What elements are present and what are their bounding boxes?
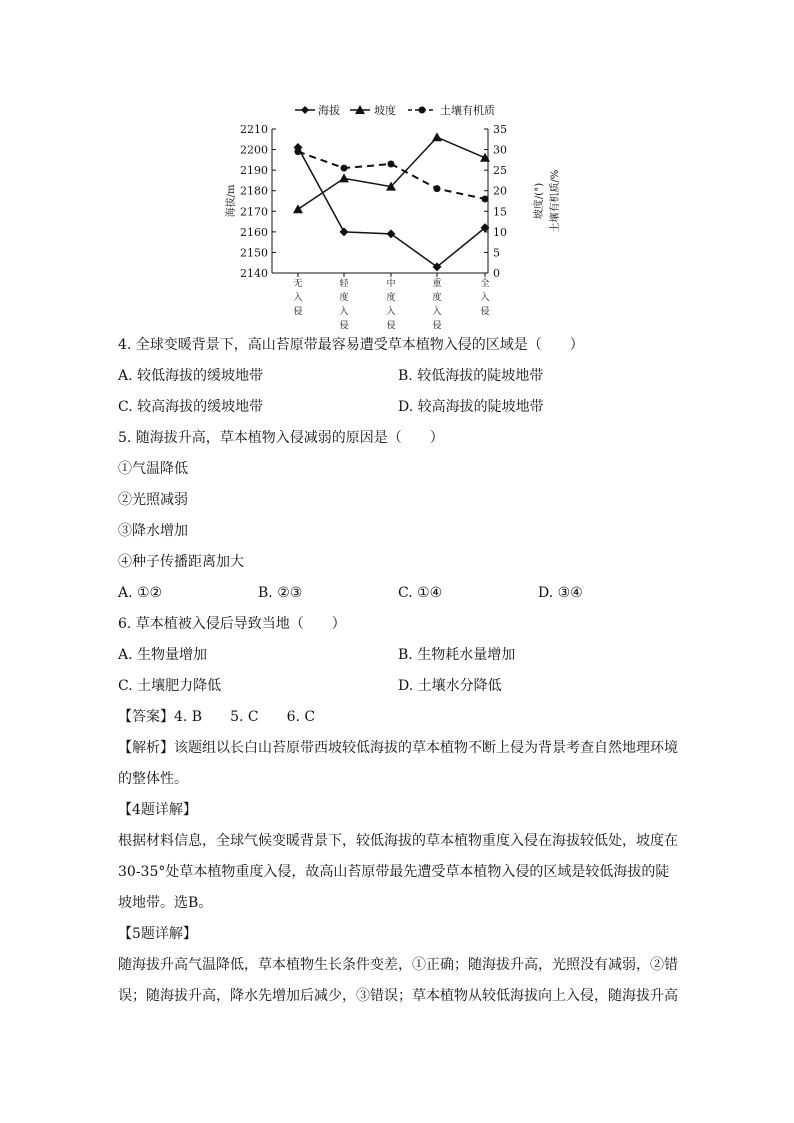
q4-options-row-2 xyxy=(118,392,678,423)
diamond-marker-icon xyxy=(301,106,309,114)
answer-line: 【答案】4. B 5. C 6. C xyxy=(118,709,316,725)
question-document xyxy=(118,330,678,1012)
left-tick-label: 2140 xyxy=(240,267,268,280)
x-tick-label-char: 轻 xyxy=(339,279,349,289)
detail-5-paragraph: 随海拔升高气温降低，草本植物生长条件变差，①正确；随海拔升高，光照没有减弱，②错误；随海拔升高，降水先增加后减少，③错误；草本植物从较低海拔向上入侵，随海拔升高 xyxy=(118,957,678,1004)
organic-matter-point xyxy=(341,165,348,172)
detail-4-paragraph: 根据材料信息，全球气候变暖背景下，较低海拔的草本植物重度入侵在海拔较低处，坡度在30-35°处草本植物重度入侵，故高山苔原带最先遭受草本植物入侵的区域是较低海拔的陡坡地带。选B。 xyxy=(118,833,678,911)
right-tick-label: 30 xyxy=(493,143,507,157)
slope-point xyxy=(432,132,442,141)
organic-matter-point xyxy=(482,195,489,202)
q6-options-row-1 xyxy=(118,640,678,671)
q4-options-row-1 xyxy=(118,361,678,392)
legend-label-slope: 坡度 xyxy=(374,104,396,117)
right-tick-label: 15 xyxy=(493,205,507,219)
q5-options-row xyxy=(118,578,678,609)
right-tick-label: 0 xyxy=(493,267,500,280)
left-tick-label: 2210 xyxy=(240,123,268,136)
x-tick-label-char: 度 xyxy=(339,293,349,303)
x-tick-label-char: 侵 xyxy=(339,321,349,331)
right-axis-title-organic-matter: 土壤有机质/% xyxy=(550,169,561,233)
x-tick-label-char: 侵 xyxy=(480,307,490,317)
x-tick-label-char: 无 xyxy=(293,279,303,289)
series-line-2 xyxy=(298,152,485,199)
q5-item-3: ③降水增加 xyxy=(118,523,188,539)
q6-option-c[interactable]: C. 土壤肥力降低 xyxy=(118,678,222,694)
legend-label-organic-matter: 土壤有机质 xyxy=(440,104,495,117)
organic-matter-point xyxy=(388,160,395,167)
x-tick-label-char: 侵 xyxy=(386,321,396,331)
x-tick-label-char: 入 xyxy=(480,293,490,303)
left-tick-label: 2180 xyxy=(240,184,268,198)
x-tick-label-char: 入 xyxy=(386,307,396,317)
q6-option-a[interactable]: A. 生物量增加 xyxy=(118,647,208,663)
left-axis-title: 海拔/m xyxy=(226,184,237,218)
q5-item-4: ④种子传播距离加大 xyxy=(118,554,244,570)
slope-point xyxy=(293,204,303,213)
right-tick-label: 35 xyxy=(493,123,507,136)
q4-option-a[interactable]: A. 较低海拔的缓坡地带 xyxy=(118,368,264,384)
right-axis-title-slope: 坡度/(°) xyxy=(534,182,545,220)
q6-option-b[interactable]: B. 生物耗水量增加 xyxy=(398,647,516,663)
q4-stem: 4. 全球变暖背景下，高山苔原带最容易遭受草本植物入侵的区域是（ ） xyxy=(118,337,584,353)
x-tick-label-char: 入 xyxy=(293,293,303,303)
x-tick-label-char: 入 xyxy=(339,307,349,317)
left-tick-label: 2160 xyxy=(240,225,268,239)
chart-legend xyxy=(295,103,495,117)
q5-item-1: ①气温降低 xyxy=(118,461,188,477)
q4-option-d[interactable]: D. 较高海拔的陡坡地带 xyxy=(398,399,544,415)
legend-label-altitude: 海拔 xyxy=(318,104,340,117)
q6-options-row-2 xyxy=(118,671,678,702)
left-tick-label: 2200 xyxy=(240,143,268,157)
q5-option-b[interactable]: B. ②③ xyxy=(258,585,303,601)
x-tick-label-char: 重 xyxy=(432,279,442,289)
q6-stem: 6. 草本植被入侵后导致当地（ ） xyxy=(118,616,346,632)
slope-point xyxy=(339,173,349,182)
detail-4-heading: 【4题详解】 xyxy=(118,802,197,818)
x-tick-label-char: 度 xyxy=(432,293,442,303)
x-tick-label-char: 度 xyxy=(386,293,396,303)
q5-option-c[interactable]: C. ①④ xyxy=(398,585,443,601)
x-tick-label-char: 侵 xyxy=(432,321,442,331)
altitude-point xyxy=(340,227,349,236)
circle-marker-icon xyxy=(419,107,426,114)
q5-option-a[interactable]: A. ①② xyxy=(118,585,163,601)
x-tick-label-char: 中 xyxy=(386,279,396,289)
q5-option-d[interactable]: D. ③④ xyxy=(538,585,583,601)
q5-stem: 5. 随海拔升高，草本植物入侵减弱的原因是（ ） xyxy=(118,430,444,446)
right-tick-label: 5 xyxy=(493,246,500,260)
right-tick-label: 25 xyxy=(493,164,507,178)
left-tick-label: 2170 xyxy=(240,205,268,219)
x-tick-label-char: 全 xyxy=(480,279,490,289)
analysis-paragraph: 【解析】该题组以长白山苔原带西坡较低海拔的草本植物不断上侵为背景考查自然地理环境的整体性。 xyxy=(118,740,678,787)
x-tick-label-char: 侵 xyxy=(293,307,303,317)
left-tick-label: 2190 xyxy=(240,164,268,178)
q5-item-2: ②光照减弱 xyxy=(118,492,188,508)
detail-5-heading: 【5题详解】 xyxy=(118,926,197,942)
x-tick-label-char: 入 xyxy=(432,307,442,317)
organic-matter-point xyxy=(434,185,441,192)
organic-matter-point xyxy=(295,148,302,155)
left-tick-label: 2150 xyxy=(240,246,268,260)
right-tick-label: 20 xyxy=(493,184,507,198)
q4-option-c[interactable]: C. 较高海拔的缓坡地带 xyxy=(118,399,264,415)
right-tick-label: 10 xyxy=(493,225,507,239)
line-chart xyxy=(200,96,561,331)
q4-option-b[interactable]: B. 较低海拔的陡坡地带 xyxy=(398,368,544,384)
q6-option-d[interactable]: D. 土壤水分降低 xyxy=(398,678,502,694)
